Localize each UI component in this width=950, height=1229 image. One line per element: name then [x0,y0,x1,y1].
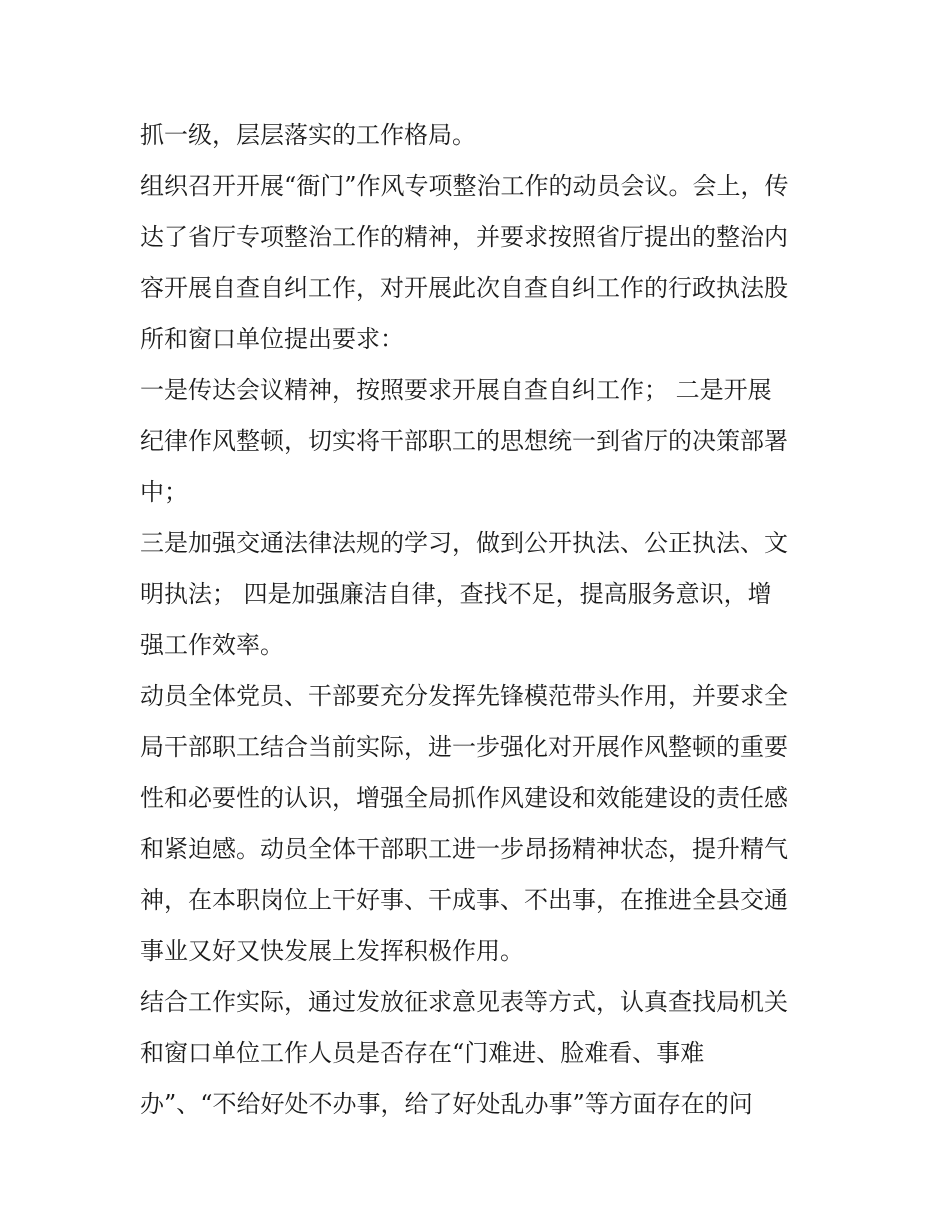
text-line: 局干部职工结合当前实际，进一步强化对开展作风整顿的重要 [140,733,788,761]
text-line: 事业又好又快发展上发挥积极作用。 [140,937,524,965]
text-line: 抓一级，层层落实的工作格局。 [140,121,476,149]
document-body [140,110,820,1130]
text-line: 动员全体党员、干部要充分发挥先锋模范带头作用，并要求全 [140,682,788,710]
text-line: 办”、“不给好处不办事，给了好处乱办事”等方面存在的问 [140,1090,753,1118]
text-line: 结合工作实际，通过发放征求意见表等方式，认真查找局机关 [140,988,788,1016]
text-line: 和紧迫感。动员全体干部职工进一步昂扬精神状态，提升精气 [140,835,788,863]
text-line: 容开展自查自纠工作，对开展此次自查自纠工作的行政执法股 [140,274,788,302]
text-line: 达了省厅专项整治工作的精神，并要求按照省厅提出的整治内 [140,223,788,251]
text-line: 所和窗口单位提出要求： [140,325,404,353]
text-line: 组织召开开展“衙门”作风专项整治工作的动员会议。会上，传 [140,172,789,200]
text-line: 一是传达会议精神，按照要求开展自查自纠工作； 二是开展 [140,376,772,404]
text-line: 性和必要性的认识，增强全局抓作风建设和效能建设的责任感 [140,784,788,812]
text-line: 三是加强交通法律法规的学习，做到公开执法、公正执法、文 [140,529,788,557]
text-line: 明执法； 四是加强廉洁自律，查找不足，提高服务意识，增 [140,580,772,608]
text-line: 强工作效率。 [140,631,284,659]
text-line: 纪律作风整顿，切实将干部职工的思想统一到省厅的决策部署 [140,427,788,455]
text-line: 和窗口单位工作人员是否存在“门难进、脸难看、事难 [140,1039,705,1067]
text-line: 神，在本职岗位上干好事、干成事、不出事，在推进全县交通 [140,886,788,914]
text-line: 中； [140,478,188,506]
